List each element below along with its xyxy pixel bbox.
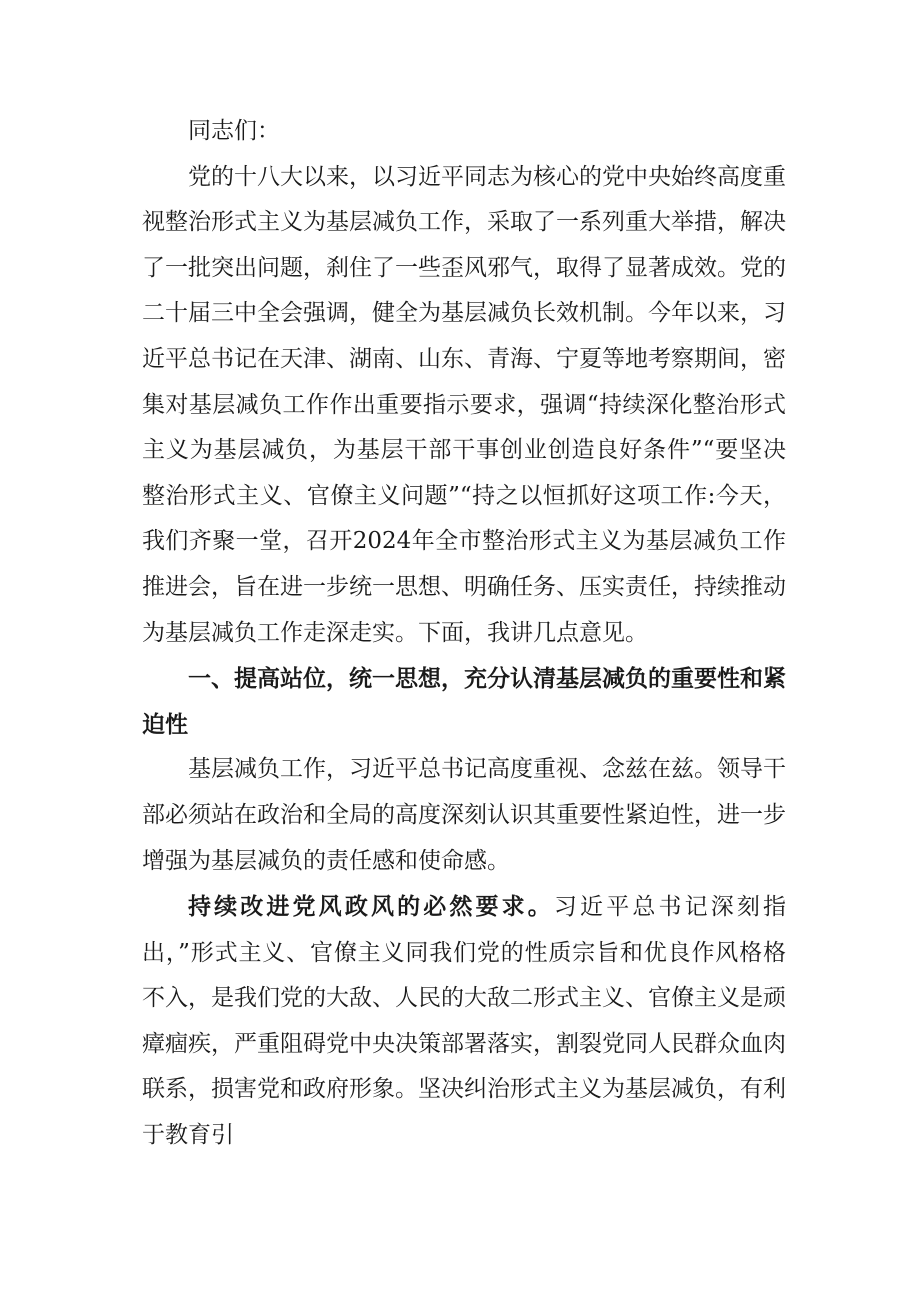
greeting: 同志们： [188, 118, 280, 144]
paragraph-lead-bold: 持续改进党风政风的必然要求。 [188, 893, 554, 921]
paragraph-party-style [142, 884, 786, 1159]
paragraph-intro: 党的十八大以来，以习近平同志为核心的党中央始终高度重视整治形式主义为基层减负工作，采取了一系列重大举措，解决了一批突出问题，刹住了一些歪风邪气，取得了显著成效。党的二十届三中全会强调，健全为基层减负长效机制。今年以来，习近平总书记在天津、湖南、山东、青海、宁夏等地考察期间，密集对基层减负工作作出重要指示要求，强调“持续深化整治形式主义为基层减负，为基层干部干事创业创造良好条件”“要坚决整治形式主义、官僚主义问题”“持之以恒抓好这项工作:今天，我们齐聚一堂，召开2024年全市整治形式主义为基层减负工作推进会，旨在进一步统一思想、明确任务、压实责任，持续推动为基层减负工作走深走实。下面，我讲几点意见。 [142, 163, 786, 646]
paragraph-section-1-intro: 基层减负工作，习近平总书记高度重视、念兹在兹。领导干部必须站在政治和全局的高度深刻认识其重要性紧迫性，进一步增强为基层减负的责任感和使命感。 [142, 756, 786, 874]
section-heading-1: 一、提高站位，统一思想，充分认清基层减负的重要性和紧迫性 [142, 665, 786, 738]
paragraph-body: 习近平总书记深刻指出，”形式主义、官僚主义同我们党的性质宗旨和优良作风格格不入，是我们党的大敌、人民的大敌二形式主义、官僚主义是顽瘴痼疾，严重阻碍党中央决策部署落实，割裂党同人民群众血肉联系，损害党和政府形象。坚决纠治形式主义为基层减负，有利于教育引 [142, 894, 787, 1149]
document-body [142, 109, 786, 1159]
